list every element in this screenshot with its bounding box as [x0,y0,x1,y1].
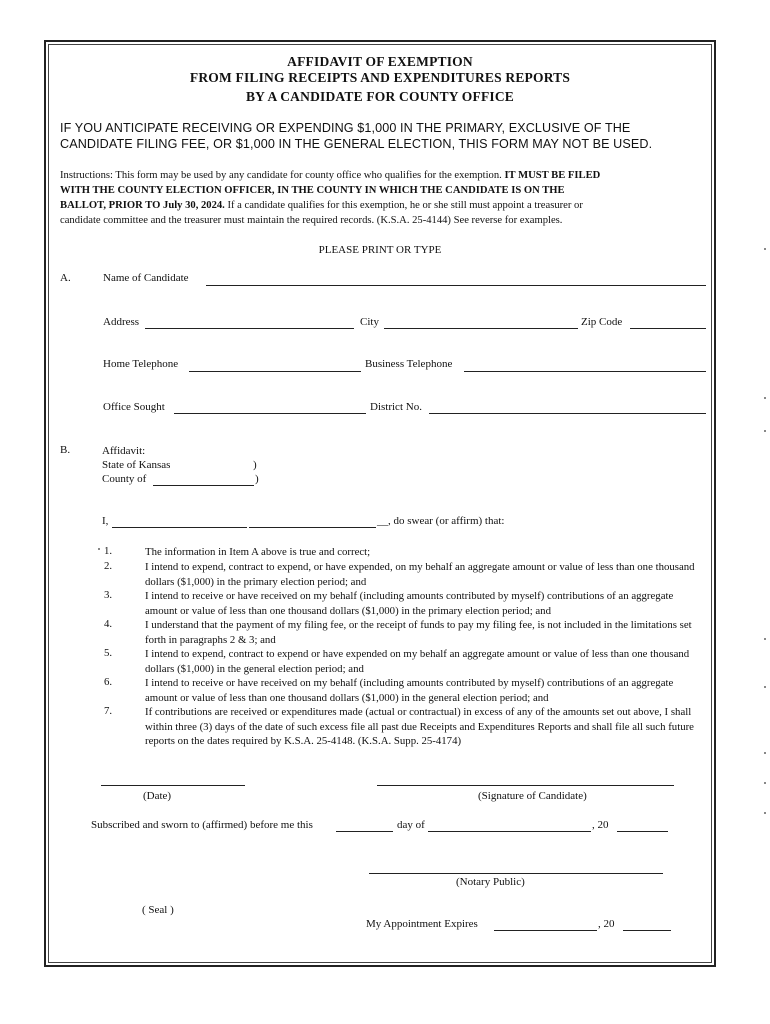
form-title-line-1: AFFIDAVIT OF EXEMPTION [287,54,473,69]
item-text: I understand that the payment of my filing fee, or the receipt of funds to pay my filing fee, is not included in the limitations set forth in paragraphs 2 & 3; and [145,619,692,646]
county-paren: ) [255,473,259,485]
scan-speck [764,248,766,250]
zip-label: Zip Code [581,316,623,328]
notary-label: (Notary Public) [456,876,525,888]
item-text: I intend to receive or have received on my behalf (including amounts contributed by myself) contributions of an aggregate amount or value of less than one thousand dollars ($1,000) in the primary election period; and [145,590,674,617]
item-text: I intend to expend, contract to expend or have expended on my behalf an aggregate amount or value of less than one thousand dollars ($1,000) in the general election period; and [145,648,690,675]
instructions-normal-4: candidate committee and the treasurer must maintain the required records. (K.S.A. 25-4144) See reverse for examples. [60,215,563,226]
item-text: I intend to receive or have received on my behalf (including amounts contributed by myself) contributions of an aggregate amount or value of less than one thousand dollars ($1,000) in the general election period; and [145,677,674,704]
day-of-label: day of [397,819,425,831]
district-input-line[interactable] [429,413,706,414]
zip-input-line[interactable] [630,328,706,329]
city-input-line[interactable] [384,328,578,329]
swear-text: __, do swear (or affirm) that: [377,515,505,527]
item-number: 5. [103,647,113,659]
item-text: If contributions are received or expenditures made (actual or contractual) in excess of any of the amounts set out above, I shall within three (3) days of the date of such excess file all past due Receipts and Expenditures Reports and shall file all such future reports on the dates required by K.S.A. 25-4148. (K.S.A. Supp. 25-4174) [145,706,694,748]
print-note: PLEASE PRINT OR TYPE [318,244,442,256]
day-input-line[interactable] [336,831,393,832]
name-label: Name of Candidate [103,272,189,284]
scan-speck [764,782,766,784]
item-text: The information in Item A above is true and correct; [145,546,371,558]
subscribed-text: Subscribed and sworn to (affirmed) before me this [91,819,313,831]
affiant-name-line-1[interactable] [112,527,247,528]
seal-label: ( Seal ) [142,904,174,916]
expires-label: My Appointment Expires [366,918,478,930]
scan-speck [764,638,766,640]
instructions-bold-2: WITH THE COUNTY ELECTION OFFICER, IN THE COUNTY IN WHICH THE CANDIDATE IS ON THE [60,185,565,196]
year-prefix-label: , 20 [592,819,609,831]
city-label: City [360,316,379,328]
instructions-line-1 [60,170,600,181]
swear-i-label: I, [102,515,109,527]
item-text: I intend to expend, contract to expend, or have expended, on my behalf an aggregate amount or value of less than one thousand dollars ($1,000) in the primary election period; and [145,561,695,588]
instructions-normal-1: Instructions: This form may be used by any candidate for county office who qualifies for the exemption. [60,170,505,181]
form-title-line-3: BY A CANDIDATE FOR COUNTY OFFICE [245,89,515,104]
scan-speck [764,397,766,399]
county-input-line[interactable] [153,485,254,486]
item-number: 6. [103,676,113,688]
expires-year-prefix: , 20 [598,918,615,930]
item-number: 1. [103,545,113,557]
county-label: County of [102,473,147,485]
scan-speck [764,752,766,754]
year-input-line[interactable] [617,831,668,832]
instructions-bold-1: IT MUST BE FILED [504,170,601,181]
state-paren: ) [253,459,257,471]
expires-date-line[interactable] [494,930,597,931]
instructions-line-4 [60,215,562,226]
office-sought-input-line[interactable] [174,413,366,414]
home-phone-label: Home Telephone [103,358,179,370]
item-number: 2. [103,560,113,572]
date-input-line[interactable] [101,785,245,786]
expires-year-line[interactable] [623,930,671,931]
scan-speck [764,812,766,814]
instructions-line-2 [60,185,565,196]
business-phone-label: Business Telephone [365,358,453,370]
home-phone-input-line[interactable] [189,371,361,372]
scan-speck [98,548,100,550]
scan-speck [764,686,766,688]
instructions-bold-3: BALLOT, PRIOR TO July 30, 2024. [60,200,225,211]
name-input-line[interactable] [206,285,706,286]
signature-input-line[interactable] [377,785,674,786]
date-label: (Date) [143,790,172,802]
address-label: Address [103,316,140,328]
office-sought-label: Office Sought [103,401,165,413]
form-title-line-2: FROM FILING RECEIPTS AND EXPENDITURES REPORTS [189,70,571,85]
district-label: District No. [370,401,422,413]
notice-line-2: CANDIDATE FILING FEE, OR $1,000 IN THE GENERAL ELECTION, THIS FORM MAY NOT BE USED. [60,137,653,151]
notary-signature-line[interactable] [369,873,663,874]
business-phone-input-line[interactable] [464,371,706,372]
month-input-line[interactable] [428,831,591,832]
section-b-letter: B. [60,444,71,456]
instructions-line-3 [60,200,583,211]
item-number: 4. [103,618,113,630]
state-label: State of Kansas [102,459,171,471]
item-number: 3. [103,589,113,601]
address-input-line[interactable] [145,328,354,329]
notice-line-1: IF YOU ANTICIPATE RECEIVING OR EXPENDING $1,000 IN THE PRIMARY, EXCLUSIVE OF THE [60,121,631,135]
instructions-normal-3: If a candidate qualifies for this exemption, he or she still must appoint a treasurer or [224,200,583,211]
affiant-name-line-2[interactable] [249,527,376,528]
section-a-letter: A. [60,272,71,284]
signature-label: (Signature of Candidate) [478,790,587,802]
scan-speck [764,430,766,432]
affidavit-label: Affidavit: [102,445,146,457]
item-number: 7. [103,705,113,717]
